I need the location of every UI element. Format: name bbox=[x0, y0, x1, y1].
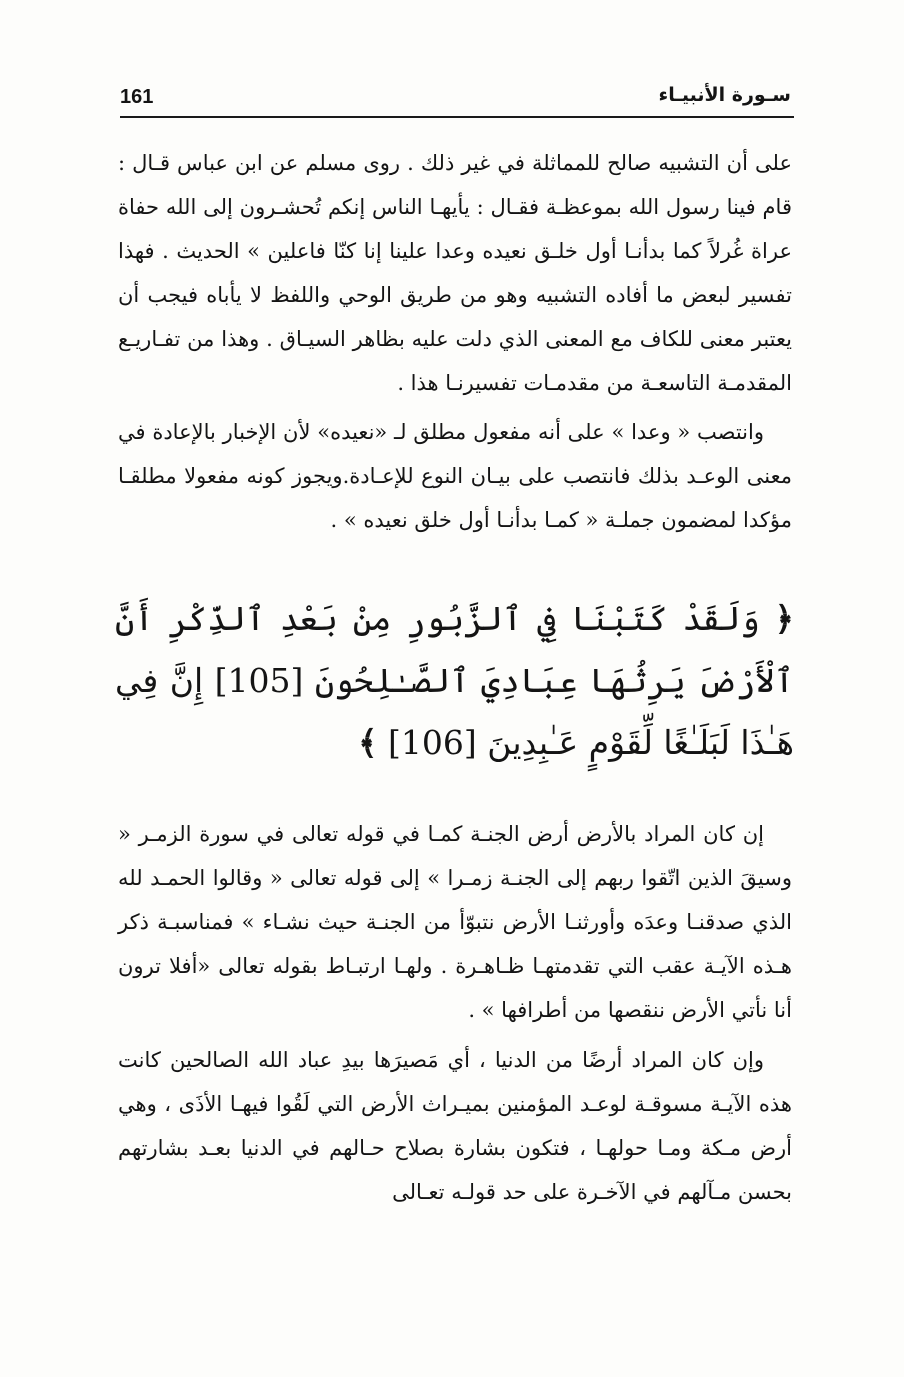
paragraph-4: وإن كان المراد أرضًا من الدنيا ، أي مَصيرَها بيدِ عباد الله الصالحين كانت هذه الآيـة مسوقـة لوعـد المؤمنين بميـراث الأرض التي لَقُوا فيهـا الأذَى ، وهي أرض مـكة ومـا حولهـا ، فتكون بشارة بصلاح حـالهم في الدنيا بعـد بشارتهم بحسن مـآلهم في الآخـرة على حد قولـه تعـالى bbox=[118, 1048, 792, 1204]
paragraph-2: وانتصب « وعدا » على أنه مفعول مطلق لـ «نعيده» لأن الإخبار بالإعادة في معنى الوعـد بذلك فانتصب على بيـان النوع للإعـادة.ويجوز كونه مفعولا مطلقـا مؤكدا لمضمون جملـة « كمـا بدأنـا أول خلق نعيده » . bbox=[118, 420, 792, 532]
verse-text: وَلَقَدْ كَتَبْنَا فِي ٱلزَّبُورِ مِنْ بَعْدِ ٱلذِّكْرِ أَنَّ ٱلْأَرْضَ يَرِثُهَا عِبَادِيَ ٱلصَّـٰلِحُونَ [105] إِنَّ فِي هَـٰذَا لَبَلَـٰغًا لِّقَوْمٍ عَـٰبِدِينَ [106] bbox=[115, 599, 795, 762]
verse-open-bracket: ﴿ bbox=[774, 599, 794, 638]
quran-verse-block bbox=[115, 588, 794, 774]
header-rule bbox=[120, 116, 794, 118]
verse-close-bracket: ﴾ bbox=[358, 723, 378, 762]
paragraph-3: إن كان المراد بالأرض أرض الجنـة كمـا في قوله تعالى في سورة الزمـر « وسيقَ الذين اتّقوا ربهم إلى الجنـة زمـرا » إلى قوله تعالى « وقالوا الحمـد لله الذي صدقنـا وعدَه وأورثنـا الأرض نتبوّأ من الجنـة حيث نشـاء » فمناسبـة ذكر هـذه الآيـة عقب التي تقدمتهـا ظـاهـرة . ولهـا ارتبـاط بقوله تعالى «أفلا ترون أنا نأتي الأرض ننقصها من أطرافها » . bbox=[118, 822, 792, 1022]
running-head-surah-title: سـورة الأنبيـاء bbox=[658, 84, 791, 106]
page-number: 161 bbox=[120, 86, 154, 108]
paragraph-1: على أن التشبيه صالح للمماثلة في غير ذلك . روى مسلم عن ابن عباس قـال : قام فينا رسول الله بموعظـة فقـال : يأيهـا الناس إنكم تُحشـرون إلى الله حفاة عراة غُرلاً كما بدأنـا أول خلـق نعيده وعدا علينا إنا كنّا فاعلين » الحديث . فهذا تفسير لبعض ما أفاده التشبيه وهو من طريق الوحي واللفظ لا يأباه فيجب أن يعتبر معنى للكاف مع المعنى الذي دلت عليه بظاهر السيـاق . وهذا من تفـاريـع المقدمـة التاسعـة من مقدمـات تفسيرنـا هذا . bbox=[118, 151, 792, 395]
